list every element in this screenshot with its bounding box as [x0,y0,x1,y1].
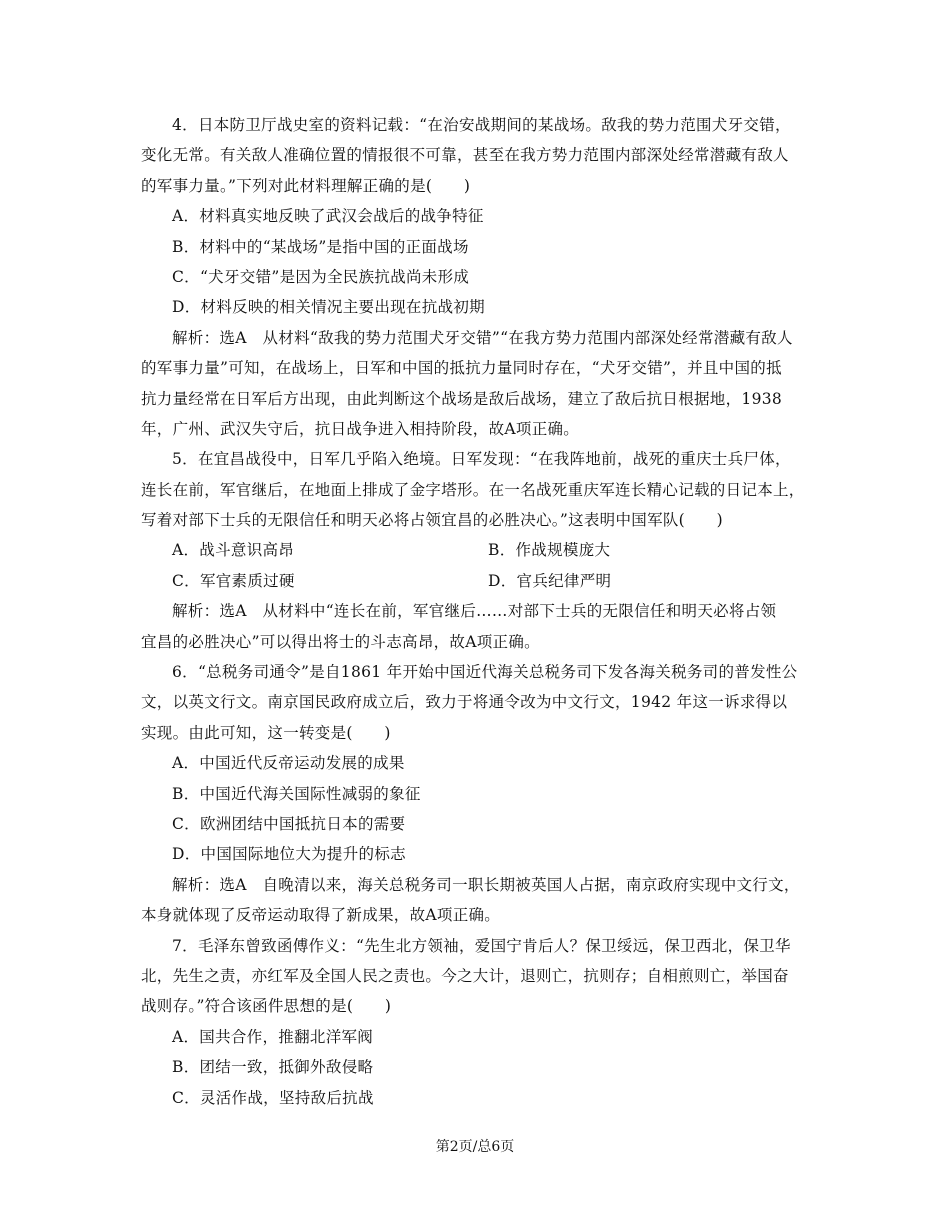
option-row [141,535,821,565]
option-a: A．战斗意识高昂 [172,541,295,560]
option-a: A．材料真实地反映了武汉会战后的战争特征 [172,207,484,226]
option-a: A．中国近代反帝运动发展的成果 [172,754,405,773]
option-b: B．作战规模庞大 [488,541,611,560]
analysis-line: 解析：选A 从材料“敌我的势力范围犬牙交错”“在我方势力范围内部深处经常潜藏有敌人 [172,328,793,347]
question-7 [141,931,821,1113]
analysis-line: 解析：选A 自晚清以来，海关总税务司一职长期被英国人占据，南京政府实现中文行文， [172,875,800,894]
analysis-line: 的军事力量”可知，在战场上，日军和中国的抵抗力量同时存在，“犬牙交错”，并且中国的抵 [141,359,782,378]
analysis-line: 年，广州、武汉失守后，抗日战争进入相持阶段，故A项正确。 [141,419,580,438]
question-stem-line: 文，以英文行文。南京国民政府成立后，致力于将通令改为中文行文，1942 年这一诉求得以 [141,693,788,712]
question-stem-line: 写着对部下士兵的无限信任和明天必将占领宜昌的必胜决心。”这表明中国军队( ) [141,511,723,530]
question-stem-line: 6．“总税务司通令”是自1861 年开始中国近代海关总税务司下发各海关税务司的普发性公 [172,663,798,682]
analysis-line: 解析：选A 从材料中“连长在前，军官继后……对部下士兵的无限信任和明天必将占领 [172,602,777,621]
question-stem-line: 连长在前，军官继后，在地面上排成了金字塔形。在一名战死重庆军连长精心记载的日记本上， [141,480,805,499]
question-stem-line: 5．在宜昌战役中，日军几乎陷入绝境。日军发现：“在我阵地前，战死的重庆士兵尸体， [172,450,791,469]
page-footer: 第2页/总6页 [435,1139,515,1155]
question-4 [141,110,821,444]
question-stem-line: 北，先生之责，亦红军及全国人民之责也。今之大计，退则亡，抗则存；自相煎则亡，举国奋 [141,966,789,985]
option-c: C．军官素质过硬 [172,571,295,590]
option-c: C．灵活作战，坚持敌后抗战 [172,1088,374,1107]
analysis-line: 宜昌的必胜决心”可以得出将士的斗志高昂，故A项正确。 [141,632,540,651]
option-b: B．中国近代海关国际性减弱的象征 [172,784,421,803]
option-c: C．欧洲团结中国抵抗日本的需要 [172,814,406,833]
analysis-line: 本身就体现了反帝运动取得了新成果，故A项正确。 [141,906,501,925]
option-b: B．团结一致，抵御外敌侵略 [172,1058,374,1077]
page-content [141,110,821,1113]
question-stem-line: 4．日本防卫厅战史室的资料记载：“在治安战期间的某战场。敌我的势力范围犬牙交错， [172,116,791,134]
analysis-line: 抗力量经常在日军后方出现，由此判断这个战场是敌后战场，建立了敌后抗日根据地，1938 [141,389,783,408]
option-a: A．国共合作，推翻北洋军阀 [172,1027,374,1046]
question-5 [141,444,821,657]
question-stem-line: 变化无常。有关敌人准确位置的情报很不可靠，甚至在我方势力范围内部深处经常潜藏有敌人 [141,146,789,165]
option-d: D．官兵纪律严明 [488,571,612,590]
option-c: C．“犬牙交错”是因为全民族抗战尚未形成 [172,267,470,286]
question-stem-line: 战则存。”符合该函件思想的是( ) [141,997,392,1016]
question-stem-line: 7．毛泽东曾致函傅作义：“先生北方领袖，爱国宁肯后人？保卫绥远，保卫西北，保卫华 [172,936,791,955]
question-6 [141,657,821,931]
option-d: D．材料反映的相关情况主要出现在抗战初期 [172,298,485,317]
option-row [141,566,821,596]
question-stem-line: 的军事力量。”下列对此材料理解正确的是( ) [141,176,471,195]
option-b: B．材料中的“某战场”是指中国的正面战场 [172,237,469,256]
question-stem-line: 实现。由此可知，这一转变是( ) [141,723,391,742]
option-d: D．中国国际地位大为提升的标志 [172,845,406,864]
